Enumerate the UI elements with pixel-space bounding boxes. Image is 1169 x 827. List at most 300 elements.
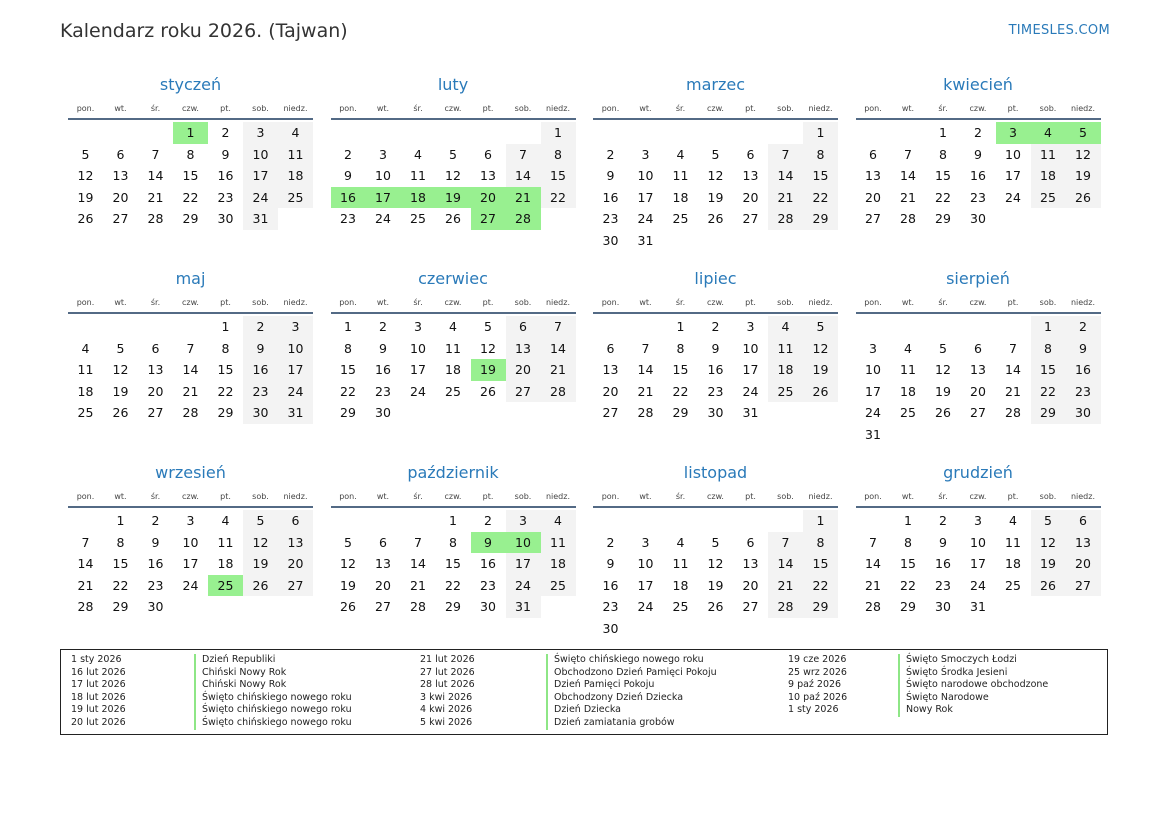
weekday-header — [331, 294, 576, 314]
day-cell: 10 — [1005, 146, 1021, 162]
day-cell: 22 — [1031, 381, 1066, 403]
day-cell: 21 — [410, 577, 426, 593]
weekday-label: niedz. — [545, 298, 571, 307]
day-cell: 26 — [707, 211, 724, 227]
day-cell: 18 — [1031, 165, 1066, 187]
day-cell: 16 — [602, 577, 619, 593]
empty-day-cell — [593, 316, 628, 338]
day-cell: 30 — [970, 211, 986, 227]
empty-day-cell — [856, 122, 891, 144]
day-cell: 6 — [151, 340, 160, 356]
empty-day-cell — [68, 510, 103, 532]
weekday-label: śr. — [675, 298, 686, 307]
empty-day-cell — [768, 510, 803, 532]
legend-name-column — [898, 654, 1048, 717]
day-cell: 27 — [1066, 575, 1101, 597]
day-cell: 28 — [410, 599, 426, 615]
weekday-label: pt. — [745, 298, 756, 307]
day-cell: 26 — [243, 575, 278, 597]
site-brand[interactable]: TIMESLES.COM — [1008, 23, 1110, 38]
day-cell: 11 — [672, 168, 689, 184]
day-cell: 12 — [707, 556, 724, 572]
day-cell: 8 — [116, 534, 125, 550]
day-cell: 29 — [182, 211, 199, 227]
day-cell: 11 — [410, 168, 426, 184]
day-cell: 20 — [375, 577, 391, 593]
day-cell: 25 — [445, 383, 461, 399]
day-cell: 8 — [1031, 338, 1066, 360]
empty-day-cell — [768, 122, 803, 144]
day-cell: 8 — [803, 532, 838, 554]
day-cell: 3 — [243, 122, 278, 144]
holiday-day-cell: 27 — [471, 208, 506, 230]
weekday-header — [856, 294, 1101, 314]
day-cell: 12 — [480, 340, 496, 356]
legend-holiday-name: Nowy Rok — [906, 704, 953, 716]
day-grid — [856, 122, 1101, 230]
day-cell: 1 — [803, 122, 838, 144]
day-cell: 27 — [506, 381, 541, 403]
day-cell: 5 — [803, 316, 838, 338]
day-cell: 10 — [865, 362, 881, 378]
day-cell: 27 — [278, 575, 313, 597]
empty-day-cell — [366, 510, 401, 532]
empty-day-cell — [733, 122, 768, 144]
day-cell: 14 — [768, 165, 803, 187]
day-cell: 26 — [935, 405, 951, 421]
day-cell: 23 — [147, 577, 164, 593]
day-grid — [68, 316, 313, 424]
weekday-header — [331, 488, 576, 508]
day-cell: 30 — [707, 405, 724, 421]
day-cell: 4 — [221, 513, 230, 528]
month-calendar — [68, 458, 313, 618]
weekday-label: czw. — [969, 492, 987, 501]
weekday-label: sob. — [252, 492, 269, 501]
day-cell: 8 — [186, 146, 195, 162]
day-cell: 19 — [707, 577, 724, 593]
day-cell: 5 — [484, 319, 492, 334]
day-cell: 18 — [900, 383, 916, 399]
empty-day-cell — [698, 510, 733, 532]
weekday-label: wt. — [376, 104, 390, 113]
day-cell: 12 — [1031, 532, 1066, 554]
month-title: październik — [407, 463, 499, 482]
legend-date: 21 lut 2026 — [420, 654, 475, 665]
day-cell: 13 — [742, 168, 759, 184]
weekday-label: niedz. — [808, 104, 833, 113]
day-cell: 9 — [606, 168, 615, 184]
month-title: maj — [175, 269, 206, 288]
day-cell: 3 — [974, 513, 982, 528]
empty-day-cell — [663, 122, 698, 144]
weekday-label: wt. — [639, 298, 652, 307]
day-cell: 13 — [970, 362, 986, 378]
day-cell: 4 — [81, 340, 90, 356]
weekday-header — [593, 294, 838, 314]
day-cell: 10 — [742, 340, 759, 356]
day-cell: 19 — [112, 383, 129, 399]
empty-day-cell — [663, 510, 698, 532]
day-cell: 4 — [414, 146, 422, 162]
day-cell: 5 — [243, 510, 278, 532]
weekday-label: wt. — [376, 492, 390, 501]
month-title: styczeń — [159, 75, 222, 94]
day-cell: 22 — [672, 383, 689, 399]
day-cell: 12 — [340, 556, 356, 572]
month-calendar — [331, 264, 576, 424]
day-cell: 17 — [506, 553, 541, 575]
day-cell: 21 — [900, 189, 916, 205]
day-cell: 15 — [1031, 359, 1066, 381]
day-cell: 23 — [340, 211, 356, 227]
weekday-label: czw. — [969, 298, 987, 307]
day-cell: 21 — [768, 575, 803, 597]
empty-day-cell — [331, 510, 366, 532]
day-cell: 28 — [182, 405, 199, 421]
weekday-header — [593, 100, 838, 120]
month-calendar — [856, 458, 1101, 618]
weekday-label: wt. — [376, 298, 390, 307]
day-cell: 13 — [1066, 532, 1101, 554]
day-cell: 19 — [340, 577, 356, 593]
day-cell: 1 — [344, 319, 352, 334]
empty-day-cell — [961, 316, 996, 338]
month-calendar — [856, 264, 1101, 446]
day-cell: 17 — [1005, 168, 1021, 184]
day-cell: 14 — [182, 362, 199, 378]
legend-date-column — [788, 654, 847, 717]
month-title: kwiecień — [943, 75, 1013, 94]
day-cell: 19 — [243, 553, 278, 575]
day-cell: 8 — [904, 534, 912, 550]
day-cell: 22 — [803, 187, 838, 209]
day-cell: 20 — [865, 189, 881, 205]
day-cell: 29 — [803, 208, 838, 230]
weekday-label: czw. — [444, 492, 462, 501]
day-cell: 4 — [676, 146, 685, 162]
day-cell: 10 — [243, 144, 278, 166]
weekday-label: pt. — [482, 104, 494, 113]
day-cell: 2 — [221, 125, 230, 140]
empty-day-cell — [628, 122, 663, 144]
day-cell: 2 — [974, 125, 982, 140]
holiday-day-cell: 17 — [366, 187, 401, 209]
day-cell: 8 — [449, 534, 457, 550]
day-cell: 12 — [803, 338, 838, 360]
legend-holiday-name: Święto narodowe obchodzone — [906, 679, 1049, 691]
day-cell: 16 — [970, 168, 986, 184]
month-calendar — [593, 264, 838, 424]
weekday-label: czw. — [444, 298, 462, 307]
day-cell: 20 — [742, 189, 759, 205]
day-cell: 17 — [182, 556, 199, 572]
holiday-day-cell: 19 — [436, 187, 471, 209]
month-calendar — [331, 458, 576, 618]
day-cell: 31 — [970, 599, 986, 615]
empty-day-cell — [401, 122, 436, 144]
day-cell: 10 — [637, 556, 654, 572]
day-cell: 10 — [637, 168, 654, 184]
day-cell: 8 — [221, 340, 230, 356]
weekday-label: niedz. — [283, 492, 308, 501]
day-cell: 17 — [742, 362, 759, 378]
day-cell: 7 — [768, 532, 803, 554]
day-cell: 15 — [445, 556, 461, 572]
weekday-label: sob. — [1039, 104, 1057, 113]
weekday-label: śr. — [150, 298, 161, 307]
day-cell: 2 — [606, 534, 615, 550]
day-cell: 6 — [506, 316, 541, 338]
weekday-label: pon. — [864, 492, 882, 501]
day-grid — [68, 510, 313, 618]
empty-day-cell — [891, 122, 926, 144]
weekday-label: niedz. — [545, 492, 571, 501]
day-grid — [593, 510, 838, 640]
weekday-label: niedz. — [808, 298, 833, 307]
month-calendar — [68, 70, 313, 230]
day-cell: 22 — [217, 383, 234, 399]
weekday-label: niedz. — [1070, 104, 1096, 113]
day-cell: 6 — [484, 146, 492, 162]
empty-day-cell — [138, 122, 173, 144]
weekday-label: pt. — [220, 492, 231, 501]
day-cell: 25 — [1005, 577, 1021, 593]
holiday-day-cell: 19 — [471, 359, 506, 381]
day-cell: 25 — [900, 405, 916, 421]
day-cell: 15 — [340, 362, 356, 378]
legend-holiday-name: Święto chińskiego nowego roku — [554, 654, 704, 665]
day-cell: 2 — [711, 319, 720, 334]
day-cell: 31 — [742, 405, 759, 421]
day-cell: 29 — [340, 405, 356, 421]
day-cell: 4 — [278, 122, 313, 144]
day-cell: 17 — [243, 165, 278, 187]
day-cell: 24 — [182, 577, 199, 593]
day-cell: 3 — [641, 146, 650, 162]
day-cell: 3 — [186, 513, 195, 528]
day-cell: 23 — [375, 383, 391, 399]
empty-day-cell — [68, 122, 103, 144]
day-cell: 8 — [344, 340, 352, 356]
day-cell: 12 — [935, 362, 951, 378]
day-cell: 28 — [541, 381, 576, 403]
weekday-label: pt. — [482, 298, 494, 307]
weekday-label: wt. — [901, 492, 915, 501]
legend-holiday-name: Święto chińskiego nowego roku — [202, 716, 352, 728]
day-cell: 27 — [865, 211, 881, 227]
legend-date: 9 paź 2026 — [788, 679, 842, 691]
weekday-label: czw. — [182, 298, 199, 307]
legend-date: 18 lut 2026 — [71, 691, 126, 703]
day-cell: 6 — [746, 146, 755, 162]
day-cell: 26 — [1031, 575, 1066, 597]
day-cell: 23 — [970, 189, 986, 205]
holiday-legend — [60, 649, 1108, 735]
empty-day-cell — [138, 316, 173, 338]
day-cell: 22 — [803, 575, 838, 597]
day-grid — [856, 510, 1101, 618]
day-cell: 2 — [344, 146, 352, 162]
day-cell: 19 — [707, 189, 724, 205]
day-cell: 18 — [217, 556, 234, 572]
day-cell: 9 — [243, 338, 278, 360]
day-cell: 4 — [768, 316, 803, 338]
day-cell: 13 — [506, 338, 541, 360]
day-cell: 26 — [803, 381, 838, 403]
month-title: listopad — [683, 463, 748, 482]
day-cell: 2 — [1066, 316, 1101, 338]
day-cell: 25 — [672, 211, 689, 227]
day-cell: 14 — [1005, 362, 1021, 378]
day-cell: 17 — [637, 577, 654, 593]
day-cell: 3 — [379, 146, 387, 162]
day-cell: 7 — [641, 340, 650, 356]
day-cell: 28 — [865, 599, 881, 615]
day-cell: 27 — [742, 211, 759, 227]
legend-date: 5 kwi 2026 — [420, 716, 473, 728]
day-cell: 19 — [1066, 165, 1101, 187]
weekday-label: pt. — [1007, 104, 1019, 113]
day-cell: 24 — [243, 187, 278, 209]
day-cell: 7 — [904, 146, 912, 162]
weekday-label: wt. — [639, 492, 652, 501]
day-cell: 18 — [672, 577, 689, 593]
weekday-label: śr. — [150, 104, 161, 113]
day-cell: 17 — [278, 359, 313, 381]
day-cell: 27 — [742, 599, 759, 615]
day-cell: 21 — [637, 383, 654, 399]
day-cell: 6 — [746, 534, 755, 550]
holiday-day-cell: 9 — [471, 532, 506, 554]
day-cell: 1 — [1031, 316, 1066, 338]
day-cell: 20 — [1066, 553, 1101, 575]
empty-day-cell — [698, 122, 733, 144]
day-cell: 21 — [541, 359, 576, 381]
day-cell: 24 — [865, 405, 881, 421]
month-calendar — [331, 70, 576, 230]
day-cell: 26 — [445, 211, 461, 227]
weekday-label: pon. — [339, 492, 357, 501]
empty-day-cell — [628, 510, 663, 532]
holiday-day-cell: 21 — [506, 187, 541, 209]
day-cell: 20 — [147, 383, 164, 399]
empty-day-cell — [103, 122, 138, 144]
weekday-label: niedz. — [545, 104, 571, 113]
weekday-label: sob. — [777, 298, 794, 307]
day-cell: 19 — [803, 359, 838, 381]
day-grid — [856, 316, 1101, 446]
day-cell: 29 — [217, 405, 234, 421]
day-cell: 24 — [637, 211, 654, 227]
weekday-label: pon. — [601, 492, 620, 501]
weekday-label: pon. — [601, 298, 620, 307]
day-cell: 17 — [637, 189, 654, 205]
day-cell: 31 — [506, 596, 541, 618]
day-cell: 28 — [1005, 405, 1021, 421]
day-cell: 11 — [900, 362, 916, 378]
weekday-label: wt. — [114, 492, 127, 501]
day-cell: 11 — [541, 532, 576, 554]
legend-date: 19 lut 2026 — [71, 704, 126, 716]
day-cell: 7 — [1009, 340, 1017, 356]
day-cell: 30 — [217, 211, 234, 227]
month-title: sierpień — [946, 269, 1010, 288]
day-cell: 11 — [278, 144, 313, 166]
day-cell: 15 — [217, 362, 234, 378]
day-cell: 29 — [112, 599, 129, 615]
day-cell: 24 — [375, 211, 391, 227]
day-cell: 26 — [340, 599, 356, 615]
day-cell: 30 — [480, 599, 496, 615]
day-cell: 3 — [278, 316, 313, 338]
legend-holiday-name: Święto Narodowe — [906, 691, 989, 703]
day-cell: 9 — [939, 534, 947, 550]
day-cell: 15 — [112, 556, 129, 572]
weekday-label: czw. — [707, 492, 724, 501]
day-cell: 14 — [410, 556, 426, 572]
legend-date: 20 lut 2026 — [71, 716, 126, 728]
day-cell: 24 — [410, 383, 426, 399]
legend-holiday-name: Święto chińskiego nowego roku — [202, 704, 352, 716]
weekday-label: sob. — [252, 298, 269, 307]
legend-holiday-name: Święto Środka Jesieni — [906, 666, 1008, 678]
day-cell: 29 — [445, 599, 461, 615]
day-cell: 7 — [414, 534, 422, 550]
day-cell: 28 — [900, 211, 916, 227]
day-cell: 9 — [711, 340, 720, 356]
day-cell: 1 — [939, 125, 947, 140]
day-cell: 16 — [480, 556, 496, 572]
day-cell: 23 — [707, 383, 724, 399]
day-cell: 19 — [1031, 553, 1066, 575]
legend-date-column — [71, 654, 126, 730]
holiday-day-cell: 16 — [331, 187, 366, 209]
day-cell: 3 — [869, 340, 877, 356]
legend-date: 19 cze 2026 — [788, 654, 847, 665]
day-cell: 31 — [865, 426, 881, 442]
weekday-label: pt. — [745, 104, 756, 113]
day-cell: 20 — [278, 553, 313, 575]
day-cell: 15 — [803, 165, 838, 187]
day-cell: 12 — [77, 168, 94, 184]
weekday-label: śr. — [938, 492, 948, 501]
weekday-label: sob. — [777, 492, 794, 501]
empty-day-cell — [856, 316, 891, 338]
day-cell: 7 — [186, 340, 195, 356]
empty-day-cell — [401, 510, 436, 532]
weekday-label: niedz. — [1070, 298, 1096, 307]
day-cell: 6 — [116, 146, 125, 162]
day-cell: 11 — [445, 340, 461, 356]
day-cell: 23 — [602, 211, 619, 227]
weekday-label: sob. — [777, 104, 794, 113]
day-cell: 1 — [676, 319, 685, 334]
day-cell: 3 — [641, 534, 650, 550]
day-grid — [593, 122, 838, 252]
day-cell: 30 — [375, 405, 391, 421]
day-cell: 20 — [742, 577, 759, 593]
day-cell: 19 — [935, 383, 951, 399]
day-cell: 21 — [77, 577, 94, 593]
empty-day-cell — [996, 316, 1031, 338]
day-cell: 14 — [147, 168, 164, 184]
day-grid — [331, 316, 576, 424]
legend-date-column — [420, 654, 475, 730]
weekday-header — [331, 100, 576, 120]
day-cell: 18 — [541, 553, 576, 575]
day-cell: 22 — [112, 577, 129, 593]
